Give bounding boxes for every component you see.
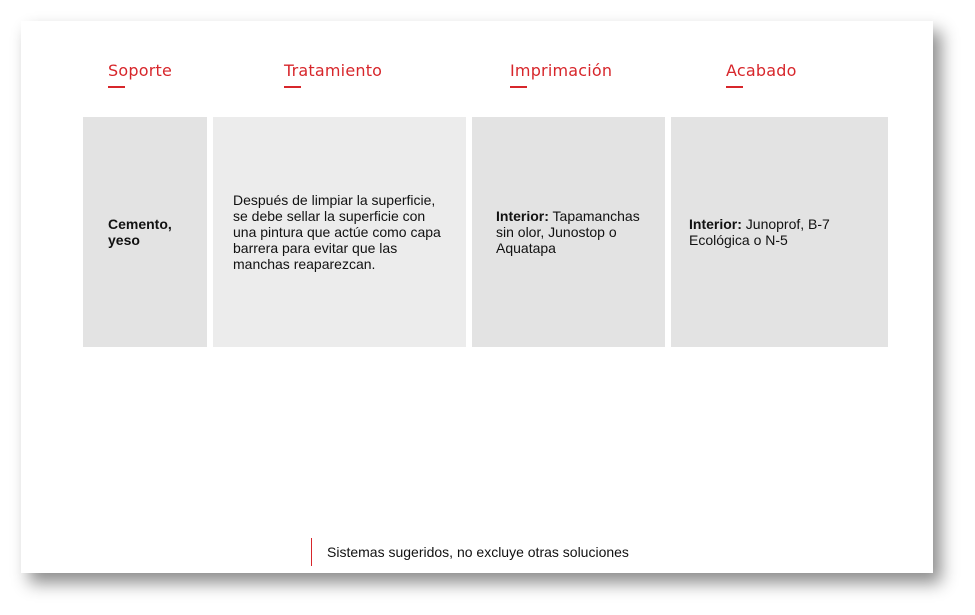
cell-tratamiento <box>213 117 466 347</box>
cell-imprimacion-label: Interior: <box>496 208 549 224</box>
header-underline <box>510 86 527 88</box>
header-imprimacion-label: Imprimación <box>510 61 613 80</box>
cell-imprimacion-text: Tapamanchas sin olor, Junostop o Aquatapa <box>496 208 640 256</box>
cell-acabado-content <box>689 216 874 248</box>
cell-imprimacion-content <box>496 208 651 256</box>
header-soporte-label: Soporte <box>108 61 172 80</box>
header-acabado <box>726 61 797 88</box>
cell-acabado-text: Junoprof, B-7 Ecológica o N-5 <box>689 216 830 248</box>
header-acabado-label: Acabado <box>726 61 797 80</box>
footer-note <box>311 538 629 566</box>
cell-soporte-text: Cemento, yeso <box>108 216 172 248</box>
header-tratamiento-label: Tratamiento <box>284 61 383 80</box>
cell-tratamiento-text: Después de limpiar la superficie, se debe sellar la superficie con una pintura que actúe como capa barrera para evitar que las manchas reaparezcan. <box>233 192 441 272</box>
cell-acabado-label: Interior: <box>689 216 742 232</box>
header-imprimacion <box>510 61 612 88</box>
footer-note-text: Sistemas sugeridos, no excluye otras soluciones <box>327 544 629 560</box>
cell-acabado <box>671 117 888 347</box>
header-underline <box>108 86 125 88</box>
cell-imprimacion <box>472 117 665 347</box>
header-tratamiento <box>284 61 382 88</box>
document-page <box>21 21 933 573</box>
header-underline <box>726 86 743 88</box>
header-underline <box>284 86 301 88</box>
header-soporte <box>108 61 172 88</box>
cell-soporte <box>83 117 207 347</box>
